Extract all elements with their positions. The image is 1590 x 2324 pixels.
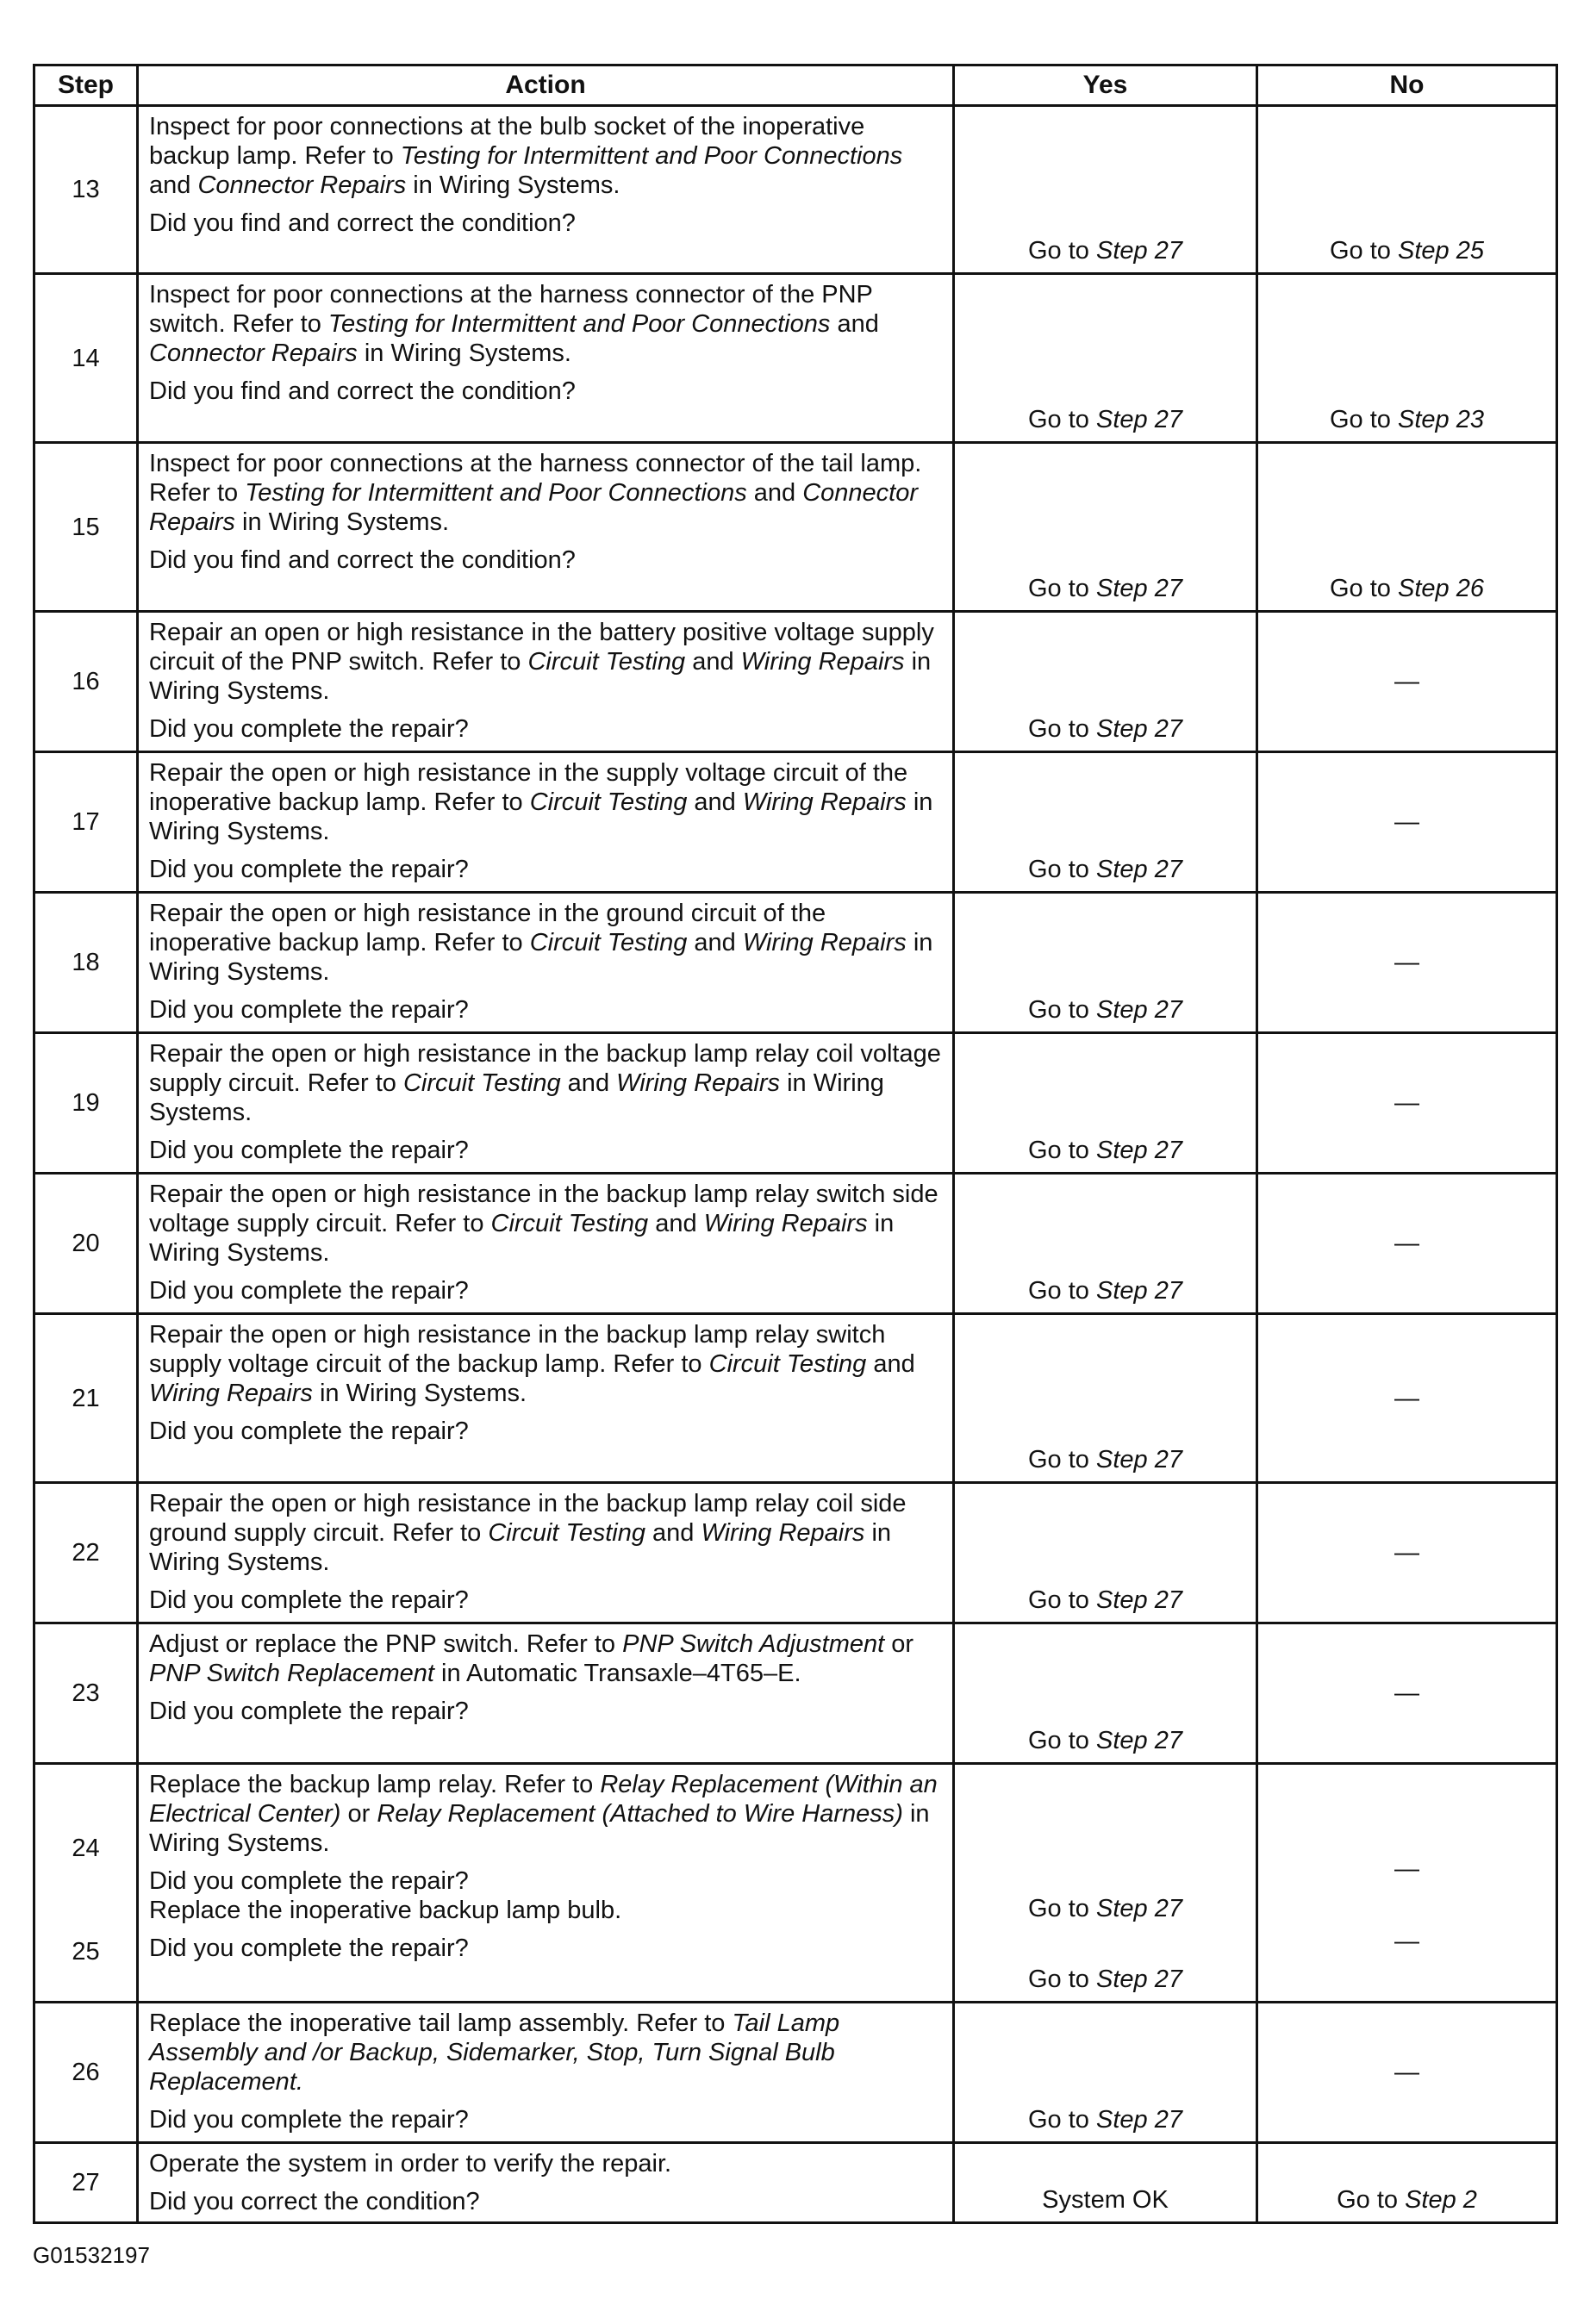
header-step: Step [34,65,138,106]
action-text-segment: in Wiring Systems. [312,1380,527,1407]
reference-link: Circuit Testing [527,648,686,676]
action-text-segment: Repair the open or high resistance in the backup lamp relay switch supply voltage circuit of the backup lamp. Refer to [149,1321,886,1378]
result-step-ref: Step 27 [1096,237,1182,265]
no-cell [1257,1483,1557,1623]
action-question: Did you complete the repair? [149,715,469,743]
result-prefix: Go to [1028,1277,1096,1305]
yes-cell [954,752,1257,893]
step-number: 13 [34,106,138,274]
result-prefix: Go to [1028,2106,1096,2134]
action-cell [138,1764,954,2003]
action-question: Did you complete the repair? [149,1935,469,1962]
result-step-ref: Step 27 [1096,996,1182,1024]
no-dash: — [1394,668,1419,695]
yes-cell [954,443,1257,612]
result-step-ref: Step 27 [1096,1895,1182,1922]
step-number: 24 [72,1835,100,1862]
action-question: Did you complete the repair? [149,1417,469,1445]
reference-link: Circuit Testing [529,929,688,956]
action-text-segment: in Wiring Systems. [149,1519,892,1576]
action-question: Did you complete the repair? [149,1867,469,1895]
action-text [149,2009,944,2097]
yes-cell [954,1314,1257,1483]
action-question: Did you find and correct the condition? [149,377,576,405]
action-text-segment: in Wiring Systems. [357,340,571,367]
table-row [34,2143,1557,2223]
yes-cell [954,106,1257,274]
table-row [34,1174,1557,1314]
reference-link: Circuit Testing [490,1210,649,1237]
action-text [149,618,944,706]
no-dash: — [1394,1230,1419,1257]
table-row [34,274,1557,443]
reference-link: Testing for Intermittent and Poor Connections [245,479,747,507]
step-number: 17 [34,752,138,893]
action-text [149,449,944,537]
action-text-segment: and [687,788,743,816]
action-cell [138,893,954,1033]
step-number: 18 [34,893,138,1033]
action-cell [138,1174,954,1314]
no-cell [1257,893,1557,1033]
no-cell [1257,1174,1557,1314]
table-header-row [34,65,1557,106]
action-cell [138,1033,954,1174]
no-dash: — [1394,1679,1419,1707]
result-prefix: Go to [1337,2186,1406,2214]
no-dash: — [1394,949,1419,976]
result-prefix: Go to [1028,1727,1096,1754]
reference-link: Testing for Intermittent and Poor Connections [400,142,903,170]
step-number [34,1764,138,2003]
result-text: System OK [1042,2186,1169,2214]
reference-link: Relay Replacement (Within an Electrical Center) [149,1771,938,1828]
action-text [149,1489,944,1577]
action-cell [138,106,954,274]
step-number: 15 [34,443,138,612]
action-text-segment: Operate the system in order to verify the repair. [149,2150,672,2178]
result-step-ref: Step 27 [1096,1277,1182,1305]
result-prefix: Go to [1028,1446,1096,1474]
action-cell [138,1314,954,1483]
action-cell [138,1483,954,1623]
action-text-segment: and [648,1210,704,1237]
action-question: Did you correct the condition? [149,2188,480,2215]
reference-link: Wiring Repairs [703,1210,868,1237]
yes-cell [954,2143,1257,2223]
result-step-ref: Step 25 [1398,237,1484,265]
result-step-ref: Step 27 [1096,1446,1182,1474]
table-row [34,752,1557,893]
action-question: Did you find and correct the condition? [149,546,576,574]
action-question: Did you complete the repair? [149,856,469,883]
no-cell [1257,1764,1557,2003]
table-body [34,106,1557,2223]
no-dash: — [1394,1539,1419,1567]
action-text-segment: in Wiring Systems. [149,1069,884,1126]
action-text-segment: Inspect for poor connections at the bulb socket of the inoperative backup lamp. Refer to [149,113,865,170]
reference-link: Wiring Repairs [742,929,907,956]
action-text-segment: in Wiring Systems. [149,788,933,845]
action-text-segment: in Automatic Transaxle–4T65–E. [433,1660,801,1687]
result-prefix: Go to [1028,996,1096,1024]
action-question: Did you complete the repair? [149,1137,469,1164]
result-step-ref: Step 27 [1096,406,1182,433]
action-question: Did you complete the repair? [149,1277,469,1305]
action-text [149,1320,944,1408]
yes-cell [954,274,1257,443]
step-number: 19 [34,1033,138,1174]
step-number: 23 [34,1623,138,1764]
reference-link: Connector Repairs [197,171,407,199]
no-cell [1257,752,1557,893]
result-step-ref: Step 27 [1096,2106,1182,2134]
action-text [149,280,944,368]
result-step-ref: Step 27 [1096,856,1182,883]
reference-link: Tail Lamp Assembly and /or Backup, Sidemarker, Stop, Turn Signal Bulb Replacement. [149,2009,840,2096]
result-prefix: Go to [1330,237,1398,265]
yes-cell [954,612,1257,752]
reference-link: PNP Switch Adjustment [622,1630,885,1658]
no-cell [1257,2003,1557,2143]
table-row [34,893,1557,1033]
no-cell [1257,612,1557,752]
action-text-segment: and [866,1350,915,1378]
action-text-segment: in Wiring Systems. [149,1800,930,1857]
action-cell [138,274,954,443]
result-prefix: Go to [1330,406,1398,433]
action-text-segment: in Wiring Systems. [234,508,450,536]
no-cell [1257,2143,1557,2223]
step-number: 27 [34,2143,138,2223]
table-row [34,1033,1557,1174]
result-step-ref: Step 27 [1096,1727,1182,1754]
result-prefix: Go to [1028,1966,1096,1993]
reference-link: Connector Repairs [149,340,358,367]
action-cell [138,2143,954,2223]
yes-cell [954,1174,1257,1314]
yes-result [960,1894,1250,1923]
diagnostic-table [33,64,1558,2224]
no-dash: — [1394,1384,1419,1412]
action-cell [138,2003,954,2143]
reference-link: Wiring Repairs [616,1069,781,1097]
action-text [149,758,944,846]
table-row [34,1314,1557,1483]
header-no: No [1257,65,1557,106]
table-row [34,106,1557,274]
reference-link: Circuit Testing [488,1519,645,1547]
no-cell [1257,1314,1557,1483]
no-cell [1257,1033,1557,1174]
action-text-segment: and [746,479,803,507]
result-step-ref: Step 27 [1096,575,1182,602]
action-text-segment: Replace the backup lamp relay. Refer to [149,1771,601,1798]
no-dash: — [1394,1089,1419,1117]
reference-link: Relay Replacement (Attached to Wire Harness) [377,1800,903,1828]
no-cell [1257,274,1557,443]
action-text [149,899,944,987]
header-action: Action [138,65,954,106]
action-text-segment: Inspect for poor connections at the harness connector of the tail lamp. Refer to [149,450,922,507]
result-prefix: Go to [1028,575,1096,602]
yes-cell [954,1623,1257,1764]
step-number: 25 [72,1938,100,1966]
action-text-segment: Repair the open or high resistance in the backup lamp relay coil side ground supply circuit. Refer to [149,1490,907,1547]
result-step-ref: Step 27 [1096,1137,1182,1164]
table-row [34,1623,1557,1764]
result-step-ref: Step 27 [1096,715,1182,743]
result-step-ref: Step 23 [1398,406,1484,433]
action-text-segment: or [340,1800,377,1828]
action-question: Did you complete the repair? [149,996,469,1024]
yes-cell [954,1033,1257,1174]
action-text-segment: and [687,929,743,956]
step-number: 16 [34,612,138,752]
action-text-segment: or [884,1630,914,1658]
result-step-ref: Step 26 [1398,575,1484,602]
action-text-segment: Repair the open or high resistance in the ground circuit of the inoperative backup lamp. Refer to [149,900,826,956]
yes-result [960,1965,1250,1994]
figure-id: G01532197 [33,2242,150,2268]
step-number: 14 [34,274,138,443]
reference-link: Wiring Repairs [742,788,907,816]
action-text-segment: Inspect for poor connections at the harness connector of the PNP switch. Refer to [149,281,873,338]
table-row [34,2003,1557,2143]
result-prefix: Go to [1028,237,1096,265]
step-number: 21 [34,1314,138,1483]
action-text [149,1180,944,1268]
no-dash: — [1394,1855,1419,1883]
action-text [149,112,944,200]
reference-link: Wiring Repairs [149,1380,313,1407]
action-text-segment: Repair the open or high resistance in the supply voltage circuit of the inoperative backup lamp. Refer to [149,759,908,816]
action-text-segment: Adjust or replace the PNP switch. Refer to [149,1630,623,1658]
action-text [149,1039,944,1127]
action-text-segment: and [645,1519,701,1547]
no-dash: — [1394,808,1419,836]
yes-cell [954,1483,1257,1623]
result-step-ref: Step 27 [1096,1586,1182,1614]
action-text-segment: in Wiring Systems. [149,1210,895,1267]
reference-link: Testing for Intermittent and Poor Connections [327,310,831,338]
result-prefix: Go to [1028,856,1096,883]
action-text-segment: in Wiring Systems. [149,929,933,986]
reference-link: Circuit Testing [708,1350,867,1378]
action-text-segment: Repair an open or high resistance in the battery positive voltage supply circuit of the PNP switch. Refer to [149,619,934,676]
result-step-ref: Step 27 [1096,1966,1182,1993]
table-row [34,443,1557,612]
action-question: Did you complete the repair? [149,2106,469,2134]
yes-cell [954,893,1257,1033]
step-number: 20 [34,1174,138,1314]
action-cell [138,752,954,893]
header-yes: Yes [954,65,1257,106]
action-text-segment: in Wiring Systems. [149,648,932,705]
no-cell [1257,1623,1557,1764]
table-row [34,1764,1557,2003]
action-question: Did you complete the repair? [149,1698,469,1725]
no-dash: — [1394,2059,1419,2086]
action-text-segment: and [685,648,741,676]
action-text: Replace the inoperative backup lamp bulb. [149,1897,622,1924]
action-text [149,1629,944,1688]
reference-link: Circuit Testing [529,788,688,816]
no-cell [1257,106,1557,274]
result-prefix: Go to [1330,575,1398,602]
no-dash: — [1394,1928,1419,1955]
action-question: Did you complete the repair? [149,1586,469,1614]
action-text [149,2149,944,2178]
step-number: 22 [34,1483,138,1623]
action-text-segment: Replace the inoperative tail lamp assembly. Refer to [149,2009,733,2037]
step-number: 26 [34,2003,138,2143]
action-text-segment: and [830,310,879,338]
yes-cell [954,1764,1257,2003]
action-text-segment: Repair the open or high resistance in the backup lamp relay coil voltage supply circuit. Refer to [149,1040,941,1097]
action-cell [138,1623,954,1764]
result-prefix: Go to [1028,1895,1096,1922]
result-prefix: Go to [1028,715,1096,743]
procedure-sheet [33,64,1556,2224]
action-text [149,1770,944,1858]
action-text-segment: Repair the open or high resistance in the backup lamp relay switch side voltage supply circuit. Refer to [149,1181,938,1237]
result-prefix: Go to [1028,1586,1096,1614]
yes-cell [954,2003,1257,2143]
reference-link: PNP Switch Replacement [149,1660,434,1687]
action-question: Did you find and correct the condition? [149,209,576,237]
result-step-ref: Step 2 [1405,2186,1477,2214]
action-text-segment: and [149,171,198,199]
action-text-segment: and [560,1069,617,1097]
no-cell [1257,443,1557,612]
reference-link: Wiring Repairs [740,648,905,676]
table-row [34,1483,1557,1623]
reference-link: Connector Repairs [149,479,919,536]
table-row [34,612,1557,752]
action-cell [138,612,954,752]
reference-link: Wiring Repairs [701,1519,865,1547]
result-prefix: Go to [1028,1137,1096,1164]
result-prefix: Go to [1028,406,1096,433]
action-cell [138,443,954,612]
reference-link: Circuit Testing [402,1069,561,1097]
action-text-segment: in Wiring Systems. [406,171,620,199]
